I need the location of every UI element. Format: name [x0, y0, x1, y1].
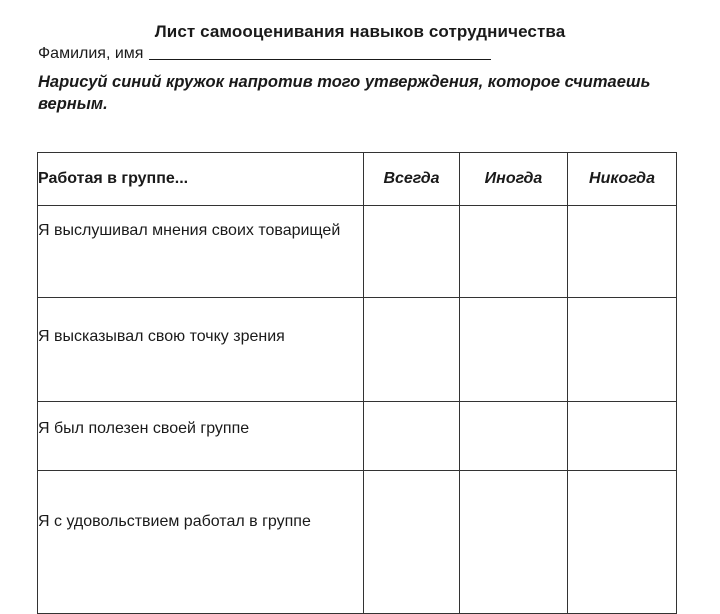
table-row — [38, 402, 677, 471]
self-assessment-table — [37, 152, 677, 614]
sometimes-cell[interactable] — [460, 402, 568, 471]
sometimes-cell[interactable] — [460, 206, 568, 298]
always-cell[interactable] — [364, 298, 460, 402]
name-label: Фамилия, имя — [38, 45, 144, 62]
sometimes-cell[interactable] — [460, 298, 568, 402]
header-sometimes: Иногда — [460, 153, 568, 206]
always-cell[interactable] — [364, 402, 460, 471]
never-cell[interactable] — [568, 206, 677, 298]
never-cell[interactable] — [568, 298, 677, 402]
always-cell[interactable] — [364, 206, 460, 298]
name-underline[interactable] — [149, 58, 491, 60]
table-row — [38, 471, 677, 614]
name-field — [38, 45, 491, 63]
never-cell[interactable] — [568, 402, 677, 471]
document-title: Лист самооценивания навыков сотрудничества — [154, 22, 566, 41]
instruction-text: Нарисуй синий кружок напротив того утверждения, которое считаешь верным. — [38, 73, 651, 113]
statement-cell: Я высказывал свою точку зрения — [38, 298, 364, 402]
table-row — [38, 206, 677, 298]
statement-cell: Я выслушивал мнения своих товарищей — [38, 206, 364, 298]
statement-cell: Я был полезен своей группе — [38, 402, 364, 471]
statement-cell: Я с удовольствием работал в группе — [38, 471, 364, 614]
table-row — [38, 298, 677, 402]
header-statement: Работая в группе... — [38, 153, 364, 206]
sometimes-cell[interactable] — [460, 471, 568, 614]
header-always: Всегда — [364, 153, 460, 206]
always-cell[interactable] — [364, 471, 460, 614]
table-header-row — [38, 153, 677, 206]
header-never: Никогда — [568, 153, 677, 206]
never-cell[interactable] — [568, 471, 677, 614]
